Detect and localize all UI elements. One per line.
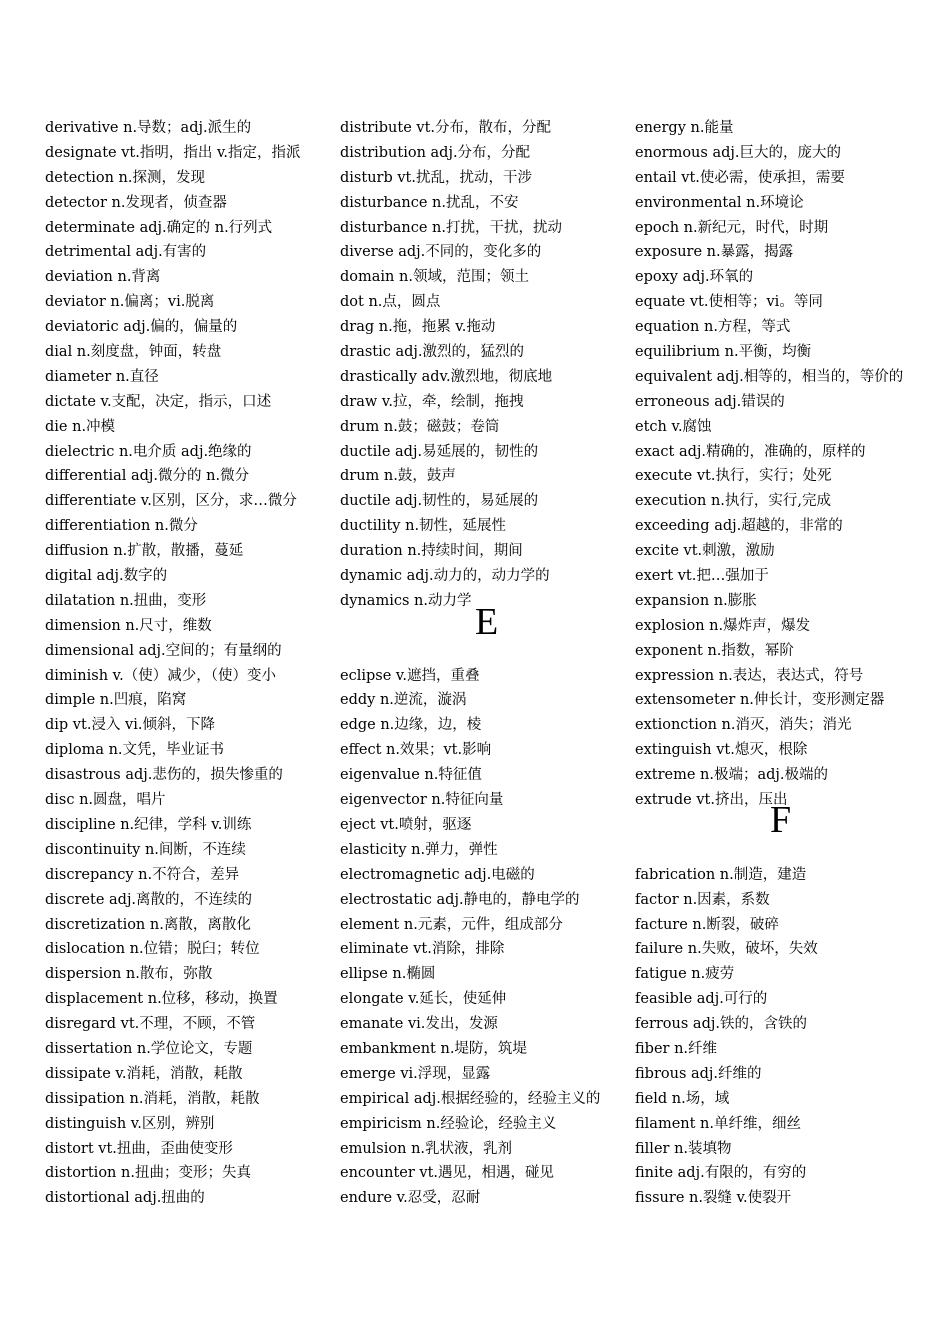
column-3 bbox=[635, 116, 935, 1211]
vocab-entry: detrimental adj.有害的 bbox=[45, 244, 207, 261]
vocab-entry: extrude vt.挤出，压出 bbox=[635, 792, 788, 809]
vocab-entry: distortion n.扭曲；变形；失真 bbox=[45, 1165, 251, 1182]
vocab-entry: discrete adj.离散的，不连续的 bbox=[45, 891, 253, 908]
vocab-entry: excite vt.刺激，激励 bbox=[635, 543, 775, 560]
vocab-entry: disastrous adj.悲伤的，损失惨重的 bbox=[45, 767, 283, 784]
vocab-entry: erroneous adj.错误的 bbox=[635, 393, 785, 410]
vocab-entry: facture n.断裂，破碎 bbox=[635, 916, 779, 933]
vocab-entry: fiber n.纤维 bbox=[635, 1040, 718, 1057]
vocab-entry: filament n.单纤维，细丝 bbox=[635, 1115, 802, 1132]
vocab-entry: discontinuity n.间断，不连续 bbox=[45, 841, 246, 858]
vocab-entry: diameter n.直径 bbox=[45, 368, 159, 385]
vocab-entry: epoxy adj.环氧的 bbox=[635, 269, 754, 286]
vocab-entry: fabrication n.制造，建造 bbox=[635, 866, 807, 883]
vocab-entry: deviator n.偏离；vi.脱离 bbox=[45, 294, 215, 311]
vocab-entry: equilibrium n.平衡，均衡 bbox=[635, 344, 812, 361]
vocab-entry: extinguish vt.熄灭，根除 bbox=[635, 742, 808, 759]
vocab-entry: dimensional adj.空间的；有量纲的 bbox=[45, 642, 282, 659]
vocab-entry: fissure n.裂缝 v.使裂开 bbox=[635, 1190, 792, 1207]
vocab-entry: distort vt.扭曲，歪曲使变形 bbox=[45, 1140, 233, 1157]
vocab-entry: energy n.能量 bbox=[635, 120, 734, 136]
section-gap bbox=[635, 838, 935, 863]
vocab-entry: dilatation n.扭曲，变形 bbox=[45, 592, 207, 609]
vocab-entry: disturbance n.扰乱，不安 bbox=[340, 194, 519, 211]
vocab-entry: equate vt.使相等；vi。等同 bbox=[635, 294, 823, 311]
vocab-entry: dial n.刻度盘，钟面，转盘 bbox=[45, 344, 222, 361]
vocab-entry: environmental n.环境论 bbox=[635, 194, 804, 211]
vocab-entry: digital adj.数字的 bbox=[45, 568, 168, 585]
vocab-entry: dot n.点，圆点 bbox=[340, 294, 441, 311]
vocab-entry: dimension n.尺寸，维数 bbox=[45, 617, 212, 634]
vocab-entry: distortional adj.扭曲的 bbox=[45, 1190, 205, 1207]
vocab-entry: drum n.鼓；磁鼓；卷筒 bbox=[340, 418, 500, 435]
vocab-entry: eigenvalue n.特征值 bbox=[340, 767, 482, 784]
vocab-entry: eliminate vt.消除，排除 bbox=[340, 941, 505, 958]
vocab-entry: differential adj.微分的 n.微分 bbox=[45, 468, 250, 485]
vocab-entry: eddy n.逆流，漩涡 bbox=[340, 692, 467, 709]
vocab-entry: filler n.装填物 bbox=[635, 1140, 732, 1157]
vocab-entry: disturbance n.打扰，干扰，扰动 bbox=[340, 219, 562, 236]
vocab-entry: ellipse n.椭圆 bbox=[340, 966, 436, 983]
vocab-entry: execution n.执行，实行,完成 bbox=[635, 493, 831, 510]
vocab-entry: element n.元素，元件，组成部分 bbox=[340, 916, 563, 933]
vocab-entry: dissertation n.学位论文，专题 bbox=[45, 1040, 253, 1057]
vocab-entry: detection n.探测，发现 bbox=[45, 169, 205, 186]
vocab-entry: ductility n.韧性，延展性 bbox=[340, 518, 507, 535]
vocab-entry: exponent n.指数，幂阶 bbox=[635, 642, 794, 659]
vocab-entry: dictate v.支配，决定，指示，口述 bbox=[45, 393, 272, 410]
vocab-entry: dissipation n.消耗，消散，耗散 bbox=[45, 1090, 260, 1107]
section-letter-f: F bbox=[770, 799, 792, 841]
vocab-entry: dynamics n.动力学 bbox=[340, 592, 472, 609]
vocab-entry: fatigue n.疲劳 bbox=[635, 966, 735, 983]
vocab-entry: elasticity n.弹力，弹性 bbox=[340, 841, 498, 858]
vocab-entry: effect n.效果；vt.影响 bbox=[340, 742, 492, 759]
vocab-entry: drag n.拖，拖累 v.拖动 bbox=[340, 319, 496, 336]
vocab-entry: eigenvector n.特征向量 bbox=[340, 792, 504, 809]
vocab-entry: deviatoric adj.偏的，偏量的 bbox=[45, 319, 238, 336]
column-1 bbox=[45, 116, 330, 1211]
vocab-entry: differentiation n.微分 bbox=[45, 518, 198, 535]
vocab-entry: exert vt.把…强加于 bbox=[635, 568, 769, 585]
vocab-entry: endure v.忍受，忍耐 bbox=[340, 1190, 481, 1207]
vocab-entry: ferrous adj.铁的，含铁的 bbox=[635, 1016, 807, 1033]
vocab-entry: edge n.边缘，边，棱 bbox=[340, 717, 482, 734]
vocab-entry: dispersion n.散布，弥散 bbox=[45, 966, 213, 983]
vocab-entry: discrepancy n.不符合，差异 bbox=[45, 866, 240, 883]
vocab-entry: distribution adj.分布，分配 bbox=[340, 144, 531, 161]
vocab-entry: diminish v.（使）减少，（使）变小 bbox=[45, 667, 277, 684]
vocab-entry: differentiate v.区别，区分，求…微分 bbox=[45, 493, 297, 510]
vocab-entry: drastically adv.激烈地，彻底地 bbox=[340, 368, 553, 385]
vocab-entry: equation n.方程，等式 bbox=[635, 319, 791, 336]
vocab-entry: dissipate v.消耗，消散，耗散 bbox=[45, 1065, 243, 1082]
vocab-entry: epoch n.新纪元，时代，时期 bbox=[635, 219, 829, 236]
vocab-entry: exposure n.暴露，揭露 bbox=[635, 244, 794, 261]
vocab-entry: execute vt.执行，实行；处死 bbox=[635, 468, 832, 485]
vocab-entry: diverse adj.不同的，变化多的 bbox=[340, 244, 542, 261]
vocab-entry: explosion n.爆炸声，爆发 bbox=[635, 617, 811, 634]
vocab-entry: entail vt.使必需，使承担，需要 bbox=[635, 169, 845, 186]
vocab-entry: extionction n.消灭，消失；消光 bbox=[635, 717, 852, 734]
vocab-entry: diploma n.文凭，毕业证书 bbox=[45, 742, 225, 759]
vocab-entry: fibrous adj.纤维的 bbox=[635, 1065, 762, 1082]
vocab-entry: elongate v.延长，使延伸 bbox=[340, 991, 507, 1008]
vocab-entry: emanate vi.发出，发源 bbox=[340, 1016, 498, 1033]
vocab-entry: etch v.腐蚀 bbox=[635, 418, 712, 435]
section-letter-e: E bbox=[475, 601, 499, 643]
vocab-entry: expansion n.膨胀 bbox=[635, 592, 757, 609]
vocab-entry: distinguish v.区别，辨别 bbox=[45, 1115, 215, 1132]
vocab-entry: emerge vi.浮现，显露 bbox=[340, 1065, 491, 1082]
vocab-entry: failure n.失败，破坏，失效 bbox=[635, 941, 818, 958]
column-2 bbox=[340, 116, 625, 1211]
vocab-entry: feasible adj.可行的 bbox=[635, 991, 768, 1008]
vocab-entry: eject vt.喷射，驱逐 bbox=[340, 816, 472, 833]
vocab-entry: expression n.表达，表达式，符号 bbox=[635, 667, 864, 684]
vocab-entry: displacement n.位移，移动，换置 bbox=[45, 991, 278, 1008]
vocab-entry: finite adj.有限的，有穷的 bbox=[635, 1165, 807, 1182]
vocab-entry: disc n.圆盘，唱片 bbox=[45, 792, 166, 809]
vocab-entry: extreme n.极端；adj.极端的 bbox=[635, 767, 829, 784]
vocab-entry: dip vt.浸入 vi.倾斜，下降 bbox=[45, 717, 215, 734]
vocab-entry: designate vt.指明，指出 v.指定，指派 bbox=[45, 144, 301, 161]
vocab-entry: distribute vt.分布，散布，分配 bbox=[340, 120, 552, 136]
vocab-entry: deviation n.背离 bbox=[45, 269, 161, 286]
vocab-entry: disregard vt.不理，不顾，不管 bbox=[45, 1016, 256, 1033]
vocab-entry: empirical adj.根据经验的，经验主义的 bbox=[340, 1090, 601, 1107]
vocab-entry: field n.场，域 bbox=[635, 1090, 730, 1107]
vocab-entry: equivalent adj.相等的，相当的，等价的 bbox=[635, 368, 904, 385]
vocab-entry: discipline n.纪律，学科 v.训练 bbox=[45, 816, 252, 833]
vocab-entry: dielectric n.电介质 adj.绝缘的 bbox=[45, 443, 252, 460]
vocab-entry: drastic adj.激烈的，猛烈的 bbox=[340, 344, 525, 361]
vocab-entry: dynamic adj.动力的，动力学的 bbox=[340, 568, 550, 585]
vocab-entry: ductile adj.易延展的，韧性的 bbox=[340, 443, 539, 460]
vocab-entry: disturb vt.扰乱，扰动，干涉 bbox=[340, 169, 532, 186]
vocab-entry: detector n.发现者，侦查器 bbox=[45, 194, 227, 211]
vocab-entry: duration n.持续时间，期间 bbox=[340, 543, 523, 560]
vocab-entry: die n.冲模 bbox=[45, 418, 116, 435]
vocab-entry: determinate adj.确定的 n.行列式 bbox=[45, 219, 273, 236]
vocab-entry: enormous adj.巨大的，庞大的 bbox=[635, 144, 841, 161]
vocab-entry: electrostatic adj.静电的，静电学的 bbox=[340, 891, 580, 908]
vocab-entry: diffusion n.扩散，散播，蔓延 bbox=[45, 543, 244, 560]
vocab-entry: dislocation n.位错；脱臼；转位 bbox=[45, 941, 260, 958]
vocab-entry: exceeding adj.超越的，非常的 bbox=[635, 518, 843, 535]
vocab-entry: embankment n.堤防，筑堤 bbox=[340, 1040, 527, 1057]
vocab-entry: dimple n.凹痕，陷窝 bbox=[45, 692, 187, 709]
vocab-entry: empiricism n.经验论，经验主义 bbox=[340, 1115, 557, 1132]
vocab-entry: electromagnetic adj.电磁的 bbox=[340, 866, 535, 883]
vocab-entry: encounter vt.遇见，相遇，碰见 bbox=[340, 1165, 555, 1182]
vocab-entry: extensometer n.伸长计，变形测定器 bbox=[635, 692, 885, 709]
vocab-entry: emulsion n.乳状液，乳剂 bbox=[340, 1140, 513, 1157]
vocab-entry: drum n.鼓，鼓声 bbox=[340, 468, 456, 485]
vocab-entry: ductile adj.韧性的，易延展的 bbox=[340, 493, 539, 510]
vocab-entry: draw v.拉，牵，绘制，拖拽 bbox=[340, 393, 524, 410]
vocab-entry: derivative n.导数；adj.派生的 bbox=[45, 120, 252, 136]
vocab-entry: factor n.因素，系数 bbox=[635, 891, 770, 908]
vocab-entry: eclipse v.遮挡，重叠 bbox=[340, 667, 480, 684]
vocab-entry: exact adj.精确的，准确的，原样的 bbox=[635, 443, 866, 460]
vocab-entry: discretization n.离散，离散化 bbox=[45, 916, 251, 933]
vocab-entry: domain n.领域，范围；领土 bbox=[340, 269, 529, 286]
